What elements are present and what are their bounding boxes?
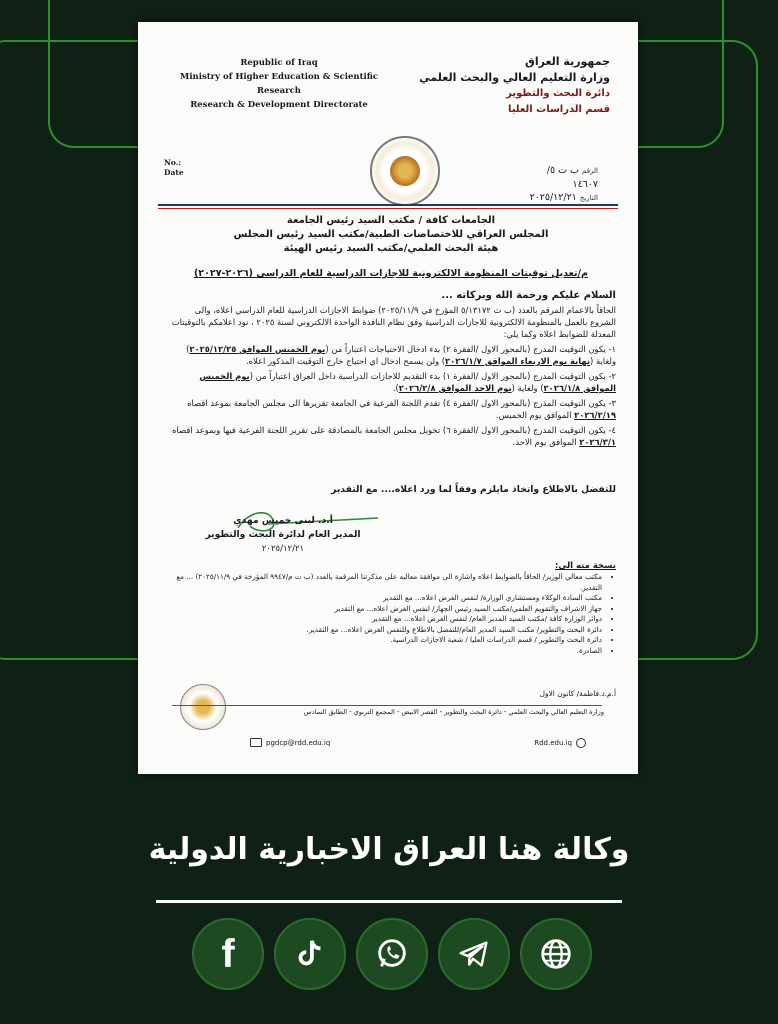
header-divider-red — [158, 208, 618, 209]
point-4: ٤- يكون التوقيت المدرج (بالمحور الاول /الفقرة ٦) تخويل مجلس الجامعة بالمصادقة على تقرير اللجنة الفرعية فيها وبموعد اقصاه ٢٠٢٦/٣/١ الموافق يوم الاحد. — [172, 425, 616, 447]
brand-underline — [156, 900, 622, 903]
signer-block — [188, 514, 378, 556]
header-divider-blue — [158, 204, 618, 206]
footer-email — [250, 738, 330, 747]
copies-list — [166, 572, 616, 656]
header-en-ministry: Ministry of Higher Education & Scientific — [179, 72, 379, 82]
header-en-directorate: Research & Development Directorate — [190, 100, 368, 110]
addressee: المجلس العراقي للاختصاصات الطبية/مكتب السيد رئيس المجلس — [233, 229, 549, 240]
greeting: السلام عليكم ورحمة الله وبركاته ... — [441, 290, 616, 301]
header-ar-section: قسم الدراسات العليا — [507, 104, 610, 115]
list-item: • دوائر الوزارة كافة /مكتب السيد المدير العام/ لنفس الغرض اعلاه... مع التقدير — [166, 614, 602, 625]
mail-icon — [250, 738, 262, 747]
list-item: • دائرة البحث والتطوير/ مكتب السيد المدير العام/للتفضل بالاطلاع وللنفس الغرض اعلاه... مع التقدير. — [166, 625, 602, 636]
number-date-labels — [164, 158, 184, 178]
ref-date-label: التاريخ — [579, 194, 598, 202]
whatsapp-icon[interactable] — [356, 918, 428, 990]
point-2: ٢- يكون التوقيت المدرج (بالمحور الاول /الفقرة ١) بدء التقديم للاجازات الدراسية داخل العراق اعتباراً من (يوم الخميس الموافق ٢٠٢٦/١/٨) ولغاية (يوم الاحد الموافق ٢٠٢٦/٢/٨). — [199, 371, 616, 393]
intro-paragraph: الحاقاً بالاعمام المرقم بالعدد (ب ت ٥/١٣١٧٢ المؤرخ في ٢٠٢٥/١١/٩) ضوابط الاجازات الدراسية للعام الدراسي اعلاه، والى الشروع بالعمل بالمنظومة الالكترونية للاجازات الدراسية وفق نظام النافذة الواحدة الالكتروني لسنة ٢٠٢٥ ، نود اعلامكم بالتوقيتات المعدلة للضوابط اعلاه وكما يلي: — [171, 305, 616, 339]
closing-line: للتفضل بالاطلاع واتخاذ مايلزم وفقاً لما ورد اعلاه.... مع التقدير — [331, 484, 616, 495]
facebook-icon[interactable]: f — [192, 918, 264, 990]
header-ar-country: جمهورية العراق — [525, 55, 610, 68]
addressee: هيئة البحث العلمي/مكتب السيد رئيس الهيئة — [283, 243, 499, 254]
telegram-icon[interactable] — [438, 918, 510, 990]
list-item: • دائرة البحث والتطوير / قسم الدراسات العليا / شعبة الاجازات الدراسية. — [166, 635, 602, 646]
addressees — [166, 214, 616, 256]
date-label: Date — [164, 168, 184, 177]
point-3: ٣- يكون التوقيت المدرج (بالمحور الاول /الفقرة ٤) تقدم اللجنة الفرعية في الجامعة تقريرها الى مجلس الجامعة بموعد اقصاه ٢٠٢٦/٢/١٩ الموافق يوم الخميس. — [187, 398, 616, 420]
letter-body — [166, 304, 616, 451]
copies-title: نسخة منه الى: — [554, 561, 616, 571]
header-english — [174, 56, 384, 112]
subject-text: م/تعديل توقيتات المنظومة الالكترونية للاجازات الدراسية للعام الدراسي (٢٠٢٦-٢٠٢٧) — [193, 268, 589, 279]
point-1: ١- يكون التوقيت المدرج (بالمحور الاول /الفقرة ٢) بدء ادخال الاحتياجات اعتباراً من (يوم الخميس الموافق ٢٠٢٥/١٢/٢٥) ولغاية (نهاية يوم الاربعاء الموافق ٢٠٢٦/١/٧) ولن يسمح ادخال اي احتياج خارج التوقيت المذكور اعلاه. — [186, 344, 616, 366]
globe-small-icon — [576, 738, 586, 748]
signer-name: أ.د. لبنى خميس مهدي — [233, 515, 333, 526]
ref-number: ١٤٦٠٧ — [572, 179, 598, 190]
ref-date-value: ٢٠٢٥/١٢/٢١ — [529, 192, 577, 203]
globe-icon[interactable] — [520, 918, 592, 990]
social-links — [192, 918, 592, 990]
agency-brand-title: وكالة هنا العراق الاخبارية الدولية — [148, 832, 630, 867]
addressee: الجامعات كافة / مكتب السيد رئيس الجامعة — [286, 215, 496, 226]
list-item: • مكتب السادة الوكلاء ومستشاري الوزارة/ لنفس الغرض اعلاه... مع التقدير — [166, 593, 602, 604]
ref-label: الرقم — [582, 167, 598, 175]
list-item: • الصادرة. — [166, 646, 602, 657]
footer-website — [534, 738, 586, 748]
tiktok-icon[interactable] — [274, 918, 346, 990]
footer-divider — [172, 705, 602, 706]
header-arabic — [400, 54, 610, 118]
header-en-country: Republic of Iraq — [240, 58, 318, 68]
signer-title: المدير العام لدائرة البحث والتطوير — [205, 529, 361, 540]
footer-site-text: Rdd.edu.iq — [534, 739, 572, 747]
header-ar-ministry: وزارة التعليم العالي والبحث العلمي — [419, 71, 610, 84]
number-label: No.: — [164, 158, 182, 167]
footer-email-text: pgdcp@rdd.edu.iq — [266, 738, 331, 747]
list-item: • جهاز الاشراف والتقويم العلمي/مكتب السيد رئيس الجهاز/ لنفس الغرض اعلاه... مع التقدير — [166, 604, 602, 615]
subject-line — [166, 268, 616, 280]
reference-block — [530, 164, 598, 205]
ref-value: ب ت ٥/ — [546, 165, 580, 176]
initials: أ.م.د.فاطمة/ كانون الاول — [539, 689, 616, 698]
header-en-ministry-cont: Research — [256, 86, 301, 96]
signer-date: ٢٠٢٥/١٢/٢١ — [261, 544, 305, 554]
header-ar-department: دائرة البحث والتطوير — [506, 88, 610, 99]
list-item: • مكتب معالي الوزير/ الحاقاً بالضوابط اعلاه واشارة الى موافقة معاليه على مذكرتنا المرقمة بالعدد (ب ت م/٩٩٤٧ المؤرخة في ٢٠٢٥/١١/٩) ... مع التقدير. — [166, 572, 602, 593]
footer-address: وزارة التعليم العالي والبحث العلمي - دائرة البحث والتطوير - القصر الابيض - المجمع التربوي - الطابق السادس — [303, 708, 604, 716]
ministry-seal-icon — [370, 136, 440, 206]
footer-seal-icon — [180, 684, 226, 730]
official-letter — [138, 22, 638, 774]
